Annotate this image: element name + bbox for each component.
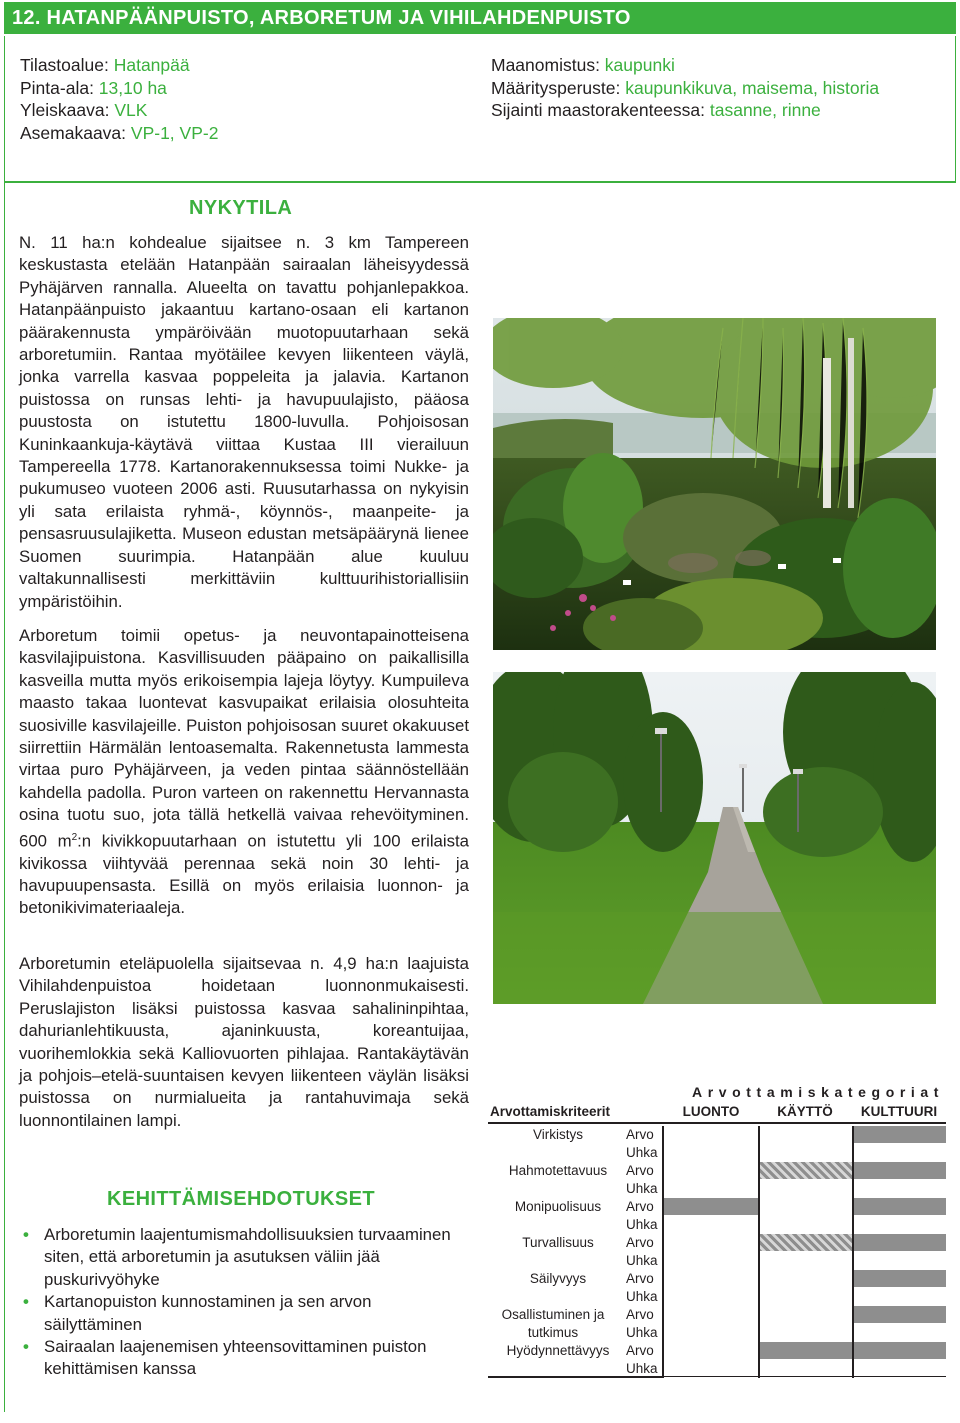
rating-cell (852, 1306, 946, 1324)
valuation-grid (664, 1126, 946, 1378)
nykytila-paragraph-1: N. 11 ha:n kohdealue sijaitsee n. 3 km Tampereen keskustasta etelään Hatanpään sairaalan läheisyydessä Pyhäjärven rannalla. Alueelta on tavattu pohjanlepakkoa. Hatanpäänpuisto jakaantuu kartano-osaan eli kartanon päärakennusta ympäröivään muotopuutarhaan sekä arboretumiin. Rantaa myötäilee kevyen liikenteen väylä, jonka varrella kasvaa poppeleita ja jalavia. Kartanon puistossa on runsas lehti- ja havupuulajisto, pääosa puustosta on istutettu 1800-luvulla. Pohjoisosan Kuninkaankuja-käytävä viittaa Kustaa III vierailuun Tampereella 1778. Kartanorakennuksessa toimi Nukke- ja pukumuseo vuoteen 2006 asti. Ruusutarhassa on nykyisin yli sata erilaista ryhmä-, köynnös-, maanpeite- ja pensasruusulajiketta. Museon edustan metsäpäärynä lienee Suomen suurimpia. Hatanpään alue kuuluu valtakunnallisesti merkittäviin kulttuurihistoriallisiin ympäristöihin. (19, 233, 469, 611)
valuation-body (488, 1126, 946, 1378)
criterion-group (488, 1198, 664, 1234)
rating-cell (852, 1126, 946, 1144)
info-left (20, 54, 218, 144)
rating-cell (758, 1234, 852, 1252)
sub-label-arvo: Arvo (626, 1127, 654, 1142)
paragraph-2-text-b: :n kivikkopuutarhaan on istutettu yli 100 erilaista kivikossa viihtyvää perennaa sekä noin 30 lehti- ja havupuupensasta. Esillä on myös erilaisia luonnon- ja betonikivimateriaaleja. (19, 831, 469, 918)
column-separator (852, 1126, 854, 1378)
valuation-title: Arvottamiskategoriat (692, 1084, 945, 1100)
criterion-name: Hyödynnettävyys (506, 1343, 610, 1358)
paragraph-2-text-a: Arboretum toimii opetus- ja neuvontapainotteisena kasvilajipuistona. Kasvillisuuden pääpaino on paikallisilla kasveilla mutta myös erikoisempia lajeja löytyy. Kumpuileva maasto takaa luontevat kasvupaikat erilaisia olosuhteita suosiville kasvilajeille. Puiston pohjoisosan suuret okakuuset siirrettiin Härmälän lentoasemalta. Rakennetusta lammesta virtaa puro Pyhäjärveen, ja veden pintaa säännöstellään kahdella padolla. Puron varteen on rakennettu Hervannasta osina tuotu suo, jota tällä hetkellä vaivaa rehevöityminen. 600 m (19, 626, 469, 851)
rating-cell (852, 1270, 946, 1288)
sub-label-uhka: Uhka (626, 1145, 658, 1160)
rating-cell (664, 1216, 758, 1234)
park-path-photo (493, 672, 936, 1004)
bullet-icon: • (23, 1337, 29, 1357)
rating-cell (852, 1288, 946, 1306)
rating-cell (664, 1234, 758, 1252)
criterion-group (488, 1270, 664, 1306)
sub-label-arvo: Arvo (626, 1235, 654, 1250)
criterion-name: Hahmotettavuus (508, 1163, 608, 1178)
bullet-icon: • (23, 1225, 29, 1244)
rating-cell (852, 1234, 946, 1252)
criterion-group (488, 1126, 664, 1162)
page-title: 12. HATANPÄÄNPUISTO, ARBORETUM JA VIHILAHDENPUISTO (12, 7, 631, 29)
column-luonto: LUONTO (682, 1104, 740, 1119)
rating-cell (664, 1198, 758, 1216)
sub-label-uhka: Uhka (626, 1253, 658, 1268)
rating-cell (758, 1252, 852, 1270)
column-kaytto: KÄYTTÖ (777, 1104, 833, 1119)
rating-cell (852, 1360, 946, 1378)
suggestion-text: Arboretumin laajentumismahdollisuuksien turvaaminen siten, että arboretumin ja asutuksen väliin jää puskurivyöhyke (44, 1225, 451, 1289)
rating-cell (664, 1270, 758, 1288)
rating-cell (664, 1180, 758, 1198)
park-path-image (493, 672, 936, 1004)
criterion-group (488, 1342, 664, 1378)
criterion-name: Monipuolisuus (514, 1199, 602, 1214)
sub-label-arvo: Arvo (626, 1307, 654, 1322)
sub-label-uhka: Uhka (626, 1325, 658, 1340)
rating-cell (852, 1162, 946, 1180)
info-key: Maanomistus: (491, 55, 605, 75)
criterion-group (488, 1306, 664, 1342)
rating-cell (758, 1144, 852, 1162)
info-maanomistus (491, 54, 879, 77)
rating-cell (664, 1252, 758, 1270)
criterion-group (488, 1234, 664, 1270)
rating-cell (758, 1270, 852, 1288)
info-value: VLK (114, 100, 148, 120)
rating-cell (758, 1162, 852, 1180)
sub-label-arvo: Arvo (626, 1271, 654, 1286)
rating-cell (758, 1126, 852, 1144)
criterion-name: Turvallisuus (522, 1235, 594, 1250)
column-separator (758, 1126, 760, 1378)
sub-label-arvo: Arvo (626, 1343, 654, 1358)
nykytila-paragraph-2 (19, 625, 469, 920)
rating-cell (664, 1126, 758, 1144)
info-yleiskaava (20, 99, 218, 122)
criteria-labels (488, 1126, 664, 1378)
rating-cell (664, 1162, 758, 1180)
info-value: kaupunki (604, 55, 675, 75)
info-sijainti (491, 99, 879, 122)
info-asemakaava (20, 122, 218, 145)
criteria-header: Arvottamiskriteerit (488, 1104, 664, 1124)
info-value: Hatanpää (113, 55, 190, 75)
rating-cell (758, 1342, 852, 1360)
sub-label-uhka: Uhka (626, 1217, 658, 1232)
rating-cell (758, 1288, 852, 1306)
info-value: tasanne, rinne (709, 100, 821, 120)
info-key: Määritysperuste: (491, 77, 626, 98)
kehittamisehdotukset-heading: KEHITTÄMISEHDOTUKSET (107, 1188, 375, 1210)
sub-label-arvo: Arvo (626, 1199, 654, 1214)
nykytila-heading: NYKYTILA (189, 197, 293, 219)
rating-cell (852, 1252, 946, 1270)
info-pinta-ala (20, 77, 218, 100)
info-tilastoalue (20, 54, 218, 77)
rock-garden-image (493, 318, 936, 650)
rating-cell (758, 1216, 852, 1234)
rating-cell (758, 1198, 852, 1216)
rating-cell (758, 1324, 852, 1342)
suggestion-item (19, 1336, 459, 1381)
info-key: Tilastoalue: (20, 55, 114, 75)
info-value: VP-1, VP-2 (130, 122, 219, 143)
sub-label-uhka: Uhka (626, 1181, 658, 1196)
suggestion-text: Sairaalan laajenemisen yhteensovittaminen puiston kehittämisen kanssa (44, 1337, 427, 1379)
criterion-group (488, 1162, 664, 1198)
title-bar (4, 2, 956, 34)
info-value: 13,10 ha (98, 77, 167, 98)
rating-cell (852, 1324, 946, 1342)
bullet-icon: • (23, 1292, 29, 1312)
rating-cell (758, 1306, 852, 1324)
sub-label-uhka: Uhka (626, 1289, 658, 1304)
rating-cell (758, 1360, 852, 1378)
info-key: Asemakaava: (20, 122, 131, 143)
criterion-name: Virkistys (532, 1127, 583, 1142)
column-kulttuuri: KULTTUURI (860, 1104, 938, 1119)
info-value: kaupunkikuva, maisema, historia (625, 77, 880, 98)
rating-cell (664, 1288, 758, 1306)
superscript-2: 2 (71, 831, 78, 843)
rating-cell (664, 1324, 758, 1342)
frame-left-border (4, 182, 5, 1412)
rating-cell (664, 1360, 758, 1378)
sub-label-arvo: Arvo (626, 1163, 654, 1178)
suggestions-list (19, 1224, 459, 1381)
info-key: Yleiskaava: (20, 100, 115, 120)
info-box (4, 36, 956, 182)
rating-cell (758, 1180, 852, 1198)
rating-cell (664, 1342, 758, 1360)
valuation-table (488, 1084, 946, 1380)
sub-label-uhka: Uhka (626, 1361, 658, 1376)
criterion-name: Säilyvyys (529, 1271, 587, 1286)
rating-cell (852, 1144, 946, 1162)
rating-cell (852, 1198, 946, 1216)
suggestion-item (19, 1224, 459, 1291)
rock-garden-photo (493, 318, 936, 650)
criterion-name: Osallistuminen ja tutkimus (501, 1307, 605, 1340)
rating-cell (852, 1216, 946, 1234)
rating-cell (664, 1306, 758, 1324)
info-right (491, 54, 879, 122)
rating-cell (852, 1180, 946, 1198)
suggestion-item (19, 1291, 459, 1336)
rating-cell (852, 1342, 946, 1360)
rating-cell (664, 1144, 758, 1162)
info-maaritysperuste (491, 77, 879, 100)
category-headers (664, 1104, 946, 1124)
suggestion-text: Kartanopuiston kunnostaminen ja sen arvon säilyttäminen (44, 1292, 372, 1334)
info-key: Sijainti maastorakenteessa: (491, 100, 710, 120)
info-key: Pinta-ala: (20, 77, 99, 98)
nykytila-paragraph-3: Arboretumin eteläpuolella sijaitsevaa n. 4,9 ha:n laajuista Vihilahdenpuistoa hoidetaan luonnonmukaisesti. Peruslajiston lisäksi puistossa kasvaa sahalininpihtaa, dahurianlehtikuusta, ajaninkuusta, koreantuijaa, vuorihemlokkia sekä Kalliovuorten pihlajaa. Rantakäytävän ja pohjois–etelä-suuntaisen kevyen liikenteen väylän lisäksi puistossa on nurmialueita ja rantahuvimaja sekä luonnontilainen lampi. (19, 954, 469, 1130)
frame-divider (4, 182, 956, 183)
